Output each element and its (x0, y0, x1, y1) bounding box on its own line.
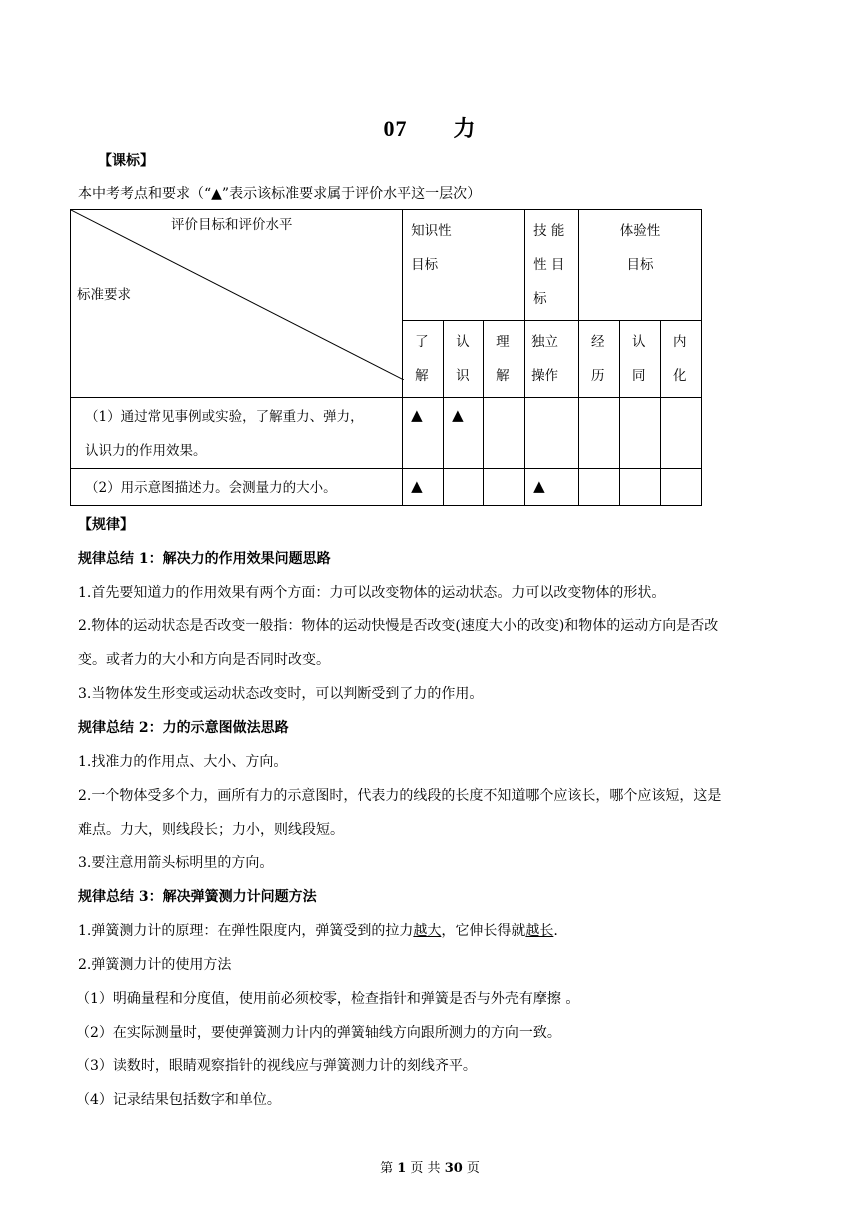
sub-text: 化 (672, 368, 687, 384)
header-skill-line1: 技 能 (533, 223, 565, 239)
subheader-recognize (444, 321, 484, 398)
sub-text: 了 (415, 334, 429, 350)
document-title (0, 112, 860, 143)
rule2-line3: 3.要注意用箭头标明里的方向。 (78, 855, 274, 871)
section-heading-kebiao: 【课标】 (98, 153, 154, 169)
mark-cell (484, 398, 525, 469)
subheader-comprehend (484, 321, 525, 398)
sub-text: 认 (456, 334, 470, 350)
rule1-line2b: 变。或者力的大小和方向是否同时改变。 (78, 652, 330, 668)
subheader-agree (619, 321, 660, 398)
total-pages: 30 (444, 1161, 463, 1176)
table-row (71, 469, 702, 506)
mark-cell: ▲ (525, 469, 579, 506)
subheader-independent-operation (525, 321, 579, 398)
sub-text: 理 (496, 334, 510, 350)
page-footer (0, 1157, 860, 1176)
sub-text: 认 (631, 334, 646, 350)
header-standard-requirement: 标准要求 (77, 287, 131, 303)
mark-cell (619, 469, 660, 506)
header-experience-line1: 体验性 (619, 223, 661, 239)
mark-cell (660, 398, 701, 469)
sub-text: 独立 (531, 334, 559, 350)
mark-cell (444, 469, 484, 506)
rule1-line3: 3.当物体发生形变或运动状态改变时，可以判断受到了力的作用。 (78, 686, 484, 702)
sub-text: 历 (590, 368, 605, 384)
rule-summary-2-heading: 规律总结 2：力的示意图做法思路 (78, 720, 289, 736)
sub-text: 解 (415, 368, 429, 384)
rule2-line2a: 2.一个物体受多个力，画所有力的示意图时，代表力的线段的长度不知道哪个应该长，哪个应该短，这是 (78, 788, 722, 804)
mark-cell: ▲ (403, 398, 444, 469)
mark-cell: ▲ (403, 469, 444, 506)
requirement-cell (71, 469, 403, 506)
diagonal-header-cell (71, 210, 403, 398)
subheader-internalize (660, 321, 701, 398)
title-number: 07 (383, 116, 408, 141)
sub-text: 操作 (531, 368, 559, 384)
rule3-line1-text: ，它伸长得就 (441, 923, 526, 939)
page-number: 1 (397, 1161, 407, 1176)
underlined-answer: 越大 (413, 923, 442, 939)
mark-cell (525, 398, 579, 469)
rule2-line1: 1.找准力的作用点、大小、方向。 (78, 754, 288, 770)
intro-text: 本中考考点和要求（“▲”表示该标准要求属于评价水平这一层次） (78, 186, 482, 202)
mark-cell (484, 469, 525, 506)
header-knowledge-line2: 目标 (411, 257, 439, 273)
mark-cell (578, 398, 619, 469)
rule1-line1: 1.首先要知道力的作用效果有两个方面：力可以改变物体的运动状态。力可以改变物体的形状。 (78, 585, 666, 601)
footer-text: 页 共 (410, 1161, 441, 1176)
underlined-answer: 越长 (525, 923, 554, 939)
rule3-line1-text: 1.弹簧测力计的原理：在弹性限度内，弹簧受到的拉力 (78, 923, 414, 939)
header-evaluation-level: 评价目标和评价水平 (171, 217, 293, 233)
section-heading-guilv: 【规律】 (78, 517, 134, 533)
footer-text: 页 (466, 1161, 480, 1176)
table-row (71, 398, 702, 469)
rule1-line2a: 2.物体的运动状态是否改变一般指：物体的运动快慢是否改变(速度大小的改变)和物体的运动方向是否改 (78, 618, 719, 634)
rule3-line1-text: . (553, 923, 558, 939)
header-experience-goal (578, 210, 701, 321)
header-skill-line3: 标 (533, 291, 547, 307)
mark-cell (619, 398, 660, 469)
rule3-point2: （2）在实际测量时，要使弹簧测力计内的弹簧轴线方向跟所测力的方向一致。 (76, 1025, 561, 1041)
header-skill-line2: 性 目 (533, 257, 565, 273)
header-knowledge-goal (403, 210, 525, 321)
subheader-experience (578, 321, 619, 398)
footer-text: 第 (380, 1161, 394, 1176)
rule3-point3: （3）读数时，眼睛观察指针的视线应与弹簧测力计的刻线齐平。 (76, 1058, 477, 1074)
sub-text: 识 (456, 368, 470, 384)
rule2-line2b: 难点。力大，则线段长；力小，则线段短。 (78, 822, 344, 838)
rule-summary-3-heading: 规律总结 3：解决弹簧测力计问题方法 (78, 889, 317, 905)
header-skill-goal (525, 210, 579, 321)
standards-table (70, 209, 702, 506)
sub-text: 内 (672, 334, 687, 350)
rule3-line1 (78, 920, 558, 940)
rule3-point4: （4）记录结果包括数字和单位。 (76, 1092, 281, 1108)
mark-cell (660, 469, 701, 506)
sub-text: 同 (631, 368, 646, 384)
header-knowledge-line1: 知识性 (411, 223, 452, 239)
mark-cell (578, 469, 619, 506)
mark-cell: ▲ (444, 398, 484, 469)
header-experience-line2: 目标 (626, 257, 654, 273)
sub-text: 解 (496, 368, 510, 384)
title-text: 力 (453, 116, 477, 141)
requirement-line: 认识力的作用效果。 (85, 443, 207, 459)
requirement-cell (71, 398, 403, 469)
rule-summary-1-heading: 规律总结 1：解决力的作用效果问题思路 (78, 551, 331, 567)
sub-text: 经 (590, 334, 605, 350)
rule3-point1: （1）明确量程和分度值，使用前必须校零，检查指针和弹簧是否与外壳有摩擦 。 (76, 991, 580, 1007)
requirement-line: （1）通过常见事例或实验，了解重力、弹力， (85, 409, 364, 425)
rule3-line2: 2.弹簧测力计的使用方法 (78, 957, 232, 973)
requirement-line: （2）用示意图描述力。会测量力的大小。 (85, 480, 337, 496)
subheader-understand (403, 321, 444, 398)
